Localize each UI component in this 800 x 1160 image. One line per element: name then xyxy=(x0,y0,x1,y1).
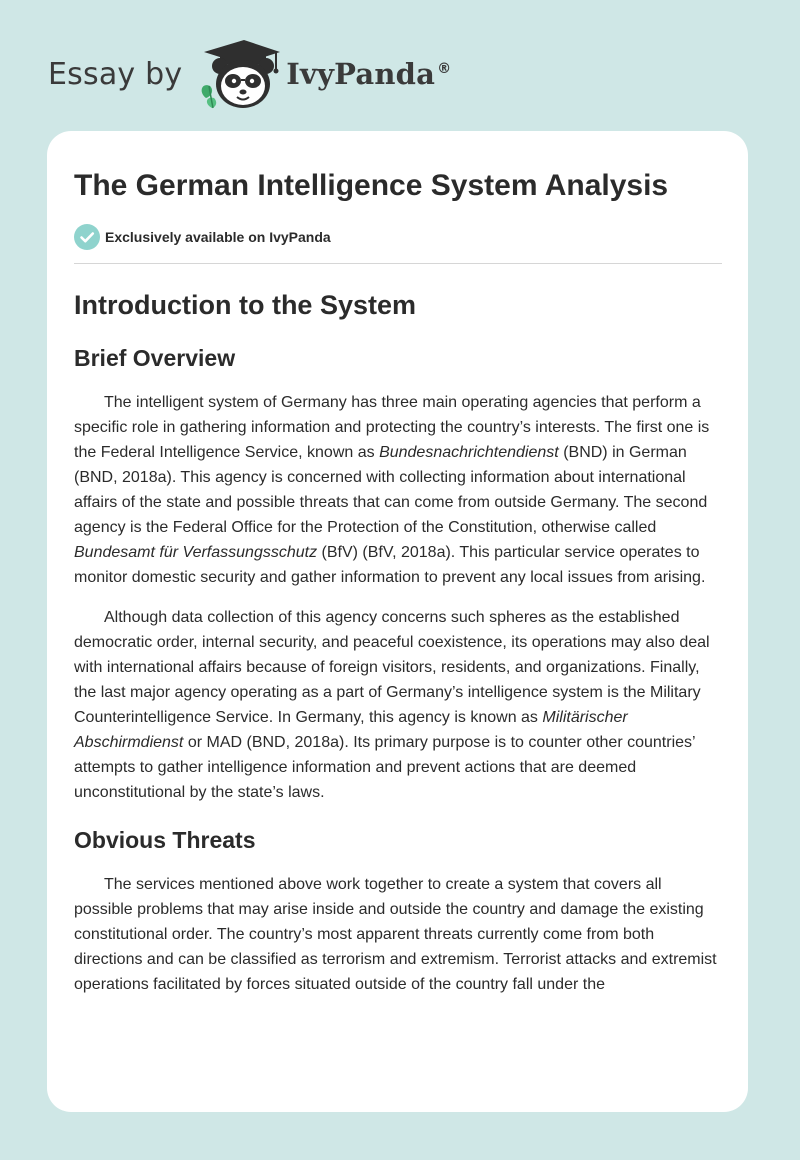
exclusive-badge-text: Exclusively available on IvyPanda xyxy=(105,229,331,245)
registered-mark: ® xyxy=(437,61,452,78)
ivypanda-logo-icon xyxy=(196,36,282,112)
paragraph-text: Although data collection of this agency concerns such spheres as the established democratic order, internal security, and peaceful coexistence, its operations may also deal with international affairs because of foreign visitors, residents, and organizations. Finally, the last major agency operating as a part of Germany’s intelligence system is the Military Counterintelligence Service. In Germany, this agency is known as xyxy=(74,609,710,726)
paragraph-text: (BfV) (BfV, 2018a). This particular service operates to monitor domestic security and gather information to prevent any local issues from arising. xyxy=(74,544,706,586)
subsection-heading: Brief Overview xyxy=(74,345,236,371)
brand-name-text: IvyPanda xyxy=(286,57,436,91)
paragraph-text: The services mentioned above work together to create a system that covers all possible problems that may arise inside and outside the country and damage the existing constitutional order. The country’s most apparent threats currently come from both directions and can be classified as terrorism and extremism. Terrorist attacks and extremist operations facilitated by forces situated outside of the country fall under the xyxy=(74,876,717,993)
italic-term: Militärischer Abschirmdienst xyxy=(74,709,628,751)
brand-prefix: Essay by xyxy=(48,56,183,92)
title-divider xyxy=(74,263,722,264)
italic-term: Bundesamt für Verfassungsschutz xyxy=(74,544,318,561)
paragraph-text: (BND) in German (BND, 2018a). This agency is concerned with collecting information about international affairs of the state and possible threats that can come from outside Germany. The second agency is the Federal Office for the Protection of the Constitution, otherwise called xyxy=(74,444,708,536)
paragraph xyxy=(74,605,722,805)
site-header xyxy=(48,34,451,114)
italic-term: Bundesnachrichtendienst xyxy=(379,444,559,461)
paragraph xyxy=(74,872,722,997)
checkmark-icon xyxy=(74,224,100,250)
essay-card xyxy=(47,131,748,1112)
paragraph-text: or MAD (BND, 2018a). Its primary purpose is to counter other countries’ attempts to gather intelligence information and prevent actions that are deemed unconstitutional by the state’s laws. xyxy=(74,734,695,801)
section-heading: Introduction to the System xyxy=(74,290,417,320)
exclusive-badge xyxy=(74,224,722,250)
essay-title: The German Intelligence System Analysis xyxy=(74,169,669,202)
brand-name xyxy=(286,57,451,91)
paragraph xyxy=(74,390,722,590)
paragraph-text: The intelligent system of Germany has three main operating agencies that perform a specific role in gathering information and protecting the country’s interests. The first one is the Federal Intelligence Service, known as xyxy=(74,394,710,461)
subsection-heading: Obvious Threats xyxy=(74,827,256,853)
